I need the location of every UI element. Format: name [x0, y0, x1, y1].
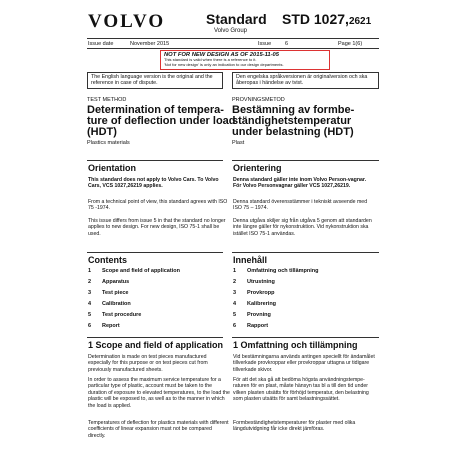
toc-item-label: Rapport: [247, 323, 269, 329]
toc-item-number: 2: [88, 279, 92, 285]
not-for-new-design-notice: [160, 50, 330, 70]
contents-heading: Contents: [88, 255, 127, 265]
toc-item-label: Apparatus: [102, 279, 130, 285]
orientation-para-1: From a technical point of view, this standard agrees with ISO 75 -1974.: [88, 199, 228, 212]
toc-item[interactable]: [88, 301, 131, 307]
toc-item-label: Kalibrering: [247, 301, 277, 307]
toc-item-sv[interactable]: [233, 268, 319, 274]
standard-number-suffix: 2621: [348, 16, 372, 27]
toc-item-label: Test piece: [102, 290, 129, 296]
toc-item-number: 3: [233, 290, 237, 296]
right-title-block: [232, 97, 382, 146]
scope-rule-sv: [232, 337, 379, 338]
toc-item[interactable]: [88, 312, 141, 318]
language-note-en: The English language version is the original and the reference in case of dispute.: [87, 72, 223, 89]
toc-item[interactable]: [88, 290, 129, 296]
document-subtitle: Plastics materials: [87, 140, 130, 146]
toc-item-label: Provning: [247, 312, 271, 318]
scope-para-1: Determination is made on test pieces manufactured especially for this purpose or on test pieces cut from previously manufactured sheets.: [88, 354, 208, 373]
toc-item-number: 6: [88, 323, 92, 329]
toc-item-number: 5: [88, 312, 92, 318]
issue-date-value: November 2015: [130, 41, 170, 47]
volvo-logo: VOLVO: [88, 11, 166, 32]
toc-item[interactable]: [88, 279, 129, 285]
method-label: TEST METHOD: [87, 97, 127, 103]
issue-label: Issue: [258, 41, 272, 47]
toc-item-label: Report: [102, 323, 120, 329]
standard-title: Standard: [206, 11, 267, 27]
orientation-note-sv: Denna standard gäller inte inom Volvo Person-vagnar. För Volvo Personvagnar gäller VCS 1027,26219.: [233, 177, 367, 190]
toc-item-sv[interactable]: [233, 301, 276, 307]
scope-heading: 1 Scope and field of application: [88, 340, 224, 350]
orientation-rule: [87, 160, 223, 161]
toc-item-number: 1: [233, 268, 237, 274]
issue-date-label: Issue date: [88, 41, 114, 47]
toc-item-label: Scope and field of application: [102, 268, 180, 274]
language-note-sv: Den engelska språkversionen är originalversion och ska åberopas i händelse av tvist.: [232, 72, 379, 89]
scope-heading-sv: 1 Omfattning och tillämpning: [233, 340, 358, 350]
toc-item[interactable]: [88, 268, 180, 274]
notice-title: NOT FOR NEW DESIGN AS OF 2015-11-05: [164, 52, 279, 58]
document-title-sv: Bestämning av formbe-ständighetstemperatur under belastning (HDT): [232, 104, 355, 138]
header-rule: [87, 38, 379, 39]
document-subtitle-sv: Plast: [232, 140, 245, 146]
toc-item-number: 2: [233, 279, 237, 285]
page-number: Page 1(6): [338, 41, 363, 47]
toc-item-label: Provkropp: [247, 290, 275, 296]
method-label-sv: PROVNINGSMETOD: [232, 97, 285, 103]
scope-rule: [87, 337, 223, 338]
standard-number: [282, 11, 371, 27]
toc-item-number: 4: [88, 301, 92, 307]
standard-number-main: STD 1027,: [282, 11, 349, 27]
toc-item-number: 4: [233, 301, 237, 307]
toc-item-number: 6: [233, 323, 237, 329]
document-title: Determination of tempera-ture of deflection under load (HDT): [87, 104, 236, 138]
scope-para-2: In order to assess the maximum service temperature for a particular type of plastic, account must be taken to the duration of exposure to elevated temperatures, to the load the plastic will be exposed to, as well as to the manner in which the load is applied.: [88, 377, 230, 409]
contents-rule-sv: [232, 252, 379, 253]
meta-rule: [87, 48, 379, 49]
notice-line-2: 'Not for new design' is only an indication to our design departments.: [164, 61, 284, 67]
toc-item-number: 5: [233, 312, 237, 318]
toc-item[interactable]: [88, 323, 120, 329]
scope-para-1-sv: Vid bestämningarna används antingen speciellt för ändamålet tillverkade provkroppar eller provkroppar uttagna ur tidigare tillverkade skivor.: [233, 354, 375, 373]
left-title-block: [87, 97, 237, 146]
scope-para-2-sv: För att det ska gå att bedöma högsta användningstempe-raturen för en plast, måste hänsyn tas bl a till den tid under vilken plasten utsätts för förhöjd temperatur, den belastning som plasten utsätts för samt belastningssättet.: [233, 377, 369, 403]
contents-heading-sv: Innehåll: [233, 255, 268, 265]
toc-item-label: Utrustning: [247, 279, 275, 285]
contents-rule: [87, 252, 223, 253]
toc-item-sv[interactable]: [233, 312, 271, 318]
toc-item-number: 3: [88, 290, 92, 296]
toc-item-sv[interactable]: [233, 290, 275, 296]
notice-line-1: This standard is valid when there is a reference to it.: [164, 57, 257, 62]
toc-item-label: Test procedure: [102, 312, 142, 318]
toc-item-label: Omfattning och tillämpning: [247, 268, 319, 274]
standard-subtitle: Volvo Group: [214, 28, 248, 34]
orientation-heading-sv: Orientering: [233, 163, 282, 173]
toc-item-number: 1: [88, 268, 92, 274]
orientation-note: This standard does not apply to Volvo Cars. To Volvo Cars, VCS 1027,26219 applies.: [88, 177, 219, 190]
orientation-para-1-sv: Denna standard överensstämmer i tekniskt avseende med ISO 75 – 1974.: [233, 199, 368, 212]
orientation-heading: Orientation: [88, 163, 137, 173]
orientation-para-2: This issue differs from issue 5 in that the standard no longer applies to new design. For new design, ISO 75-1 shall be used.: [88, 218, 226, 237]
scope-para-3: Temperatures of deflection for plastics materials with different coefficients of linear expansion must not be compared directly.: [88, 420, 229, 439]
scope-para-3-sv: Formbeständighetstemperaturer för plaster med olika längdutvidgning får icke direkt jämföras.: [233, 420, 356, 433]
toc-item-sv[interactable]: [233, 323, 268, 329]
orientation-para-2-sv: Denna utgåva skiljer sig från utgåva 5 genom att standarden inte längre gäller för nykonstruktion. Vid nykonstruktion ska istället ISO 75-1 användas.: [233, 218, 372, 237]
toc-item-sv[interactable]: [233, 279, 275, 285]
orientation-rule-sv: [232, 160, 379, 161]
issue-value: 6: [285, 41, 289, 47]
toc-item-label: Calibration: [102, 301, 131, 307]
